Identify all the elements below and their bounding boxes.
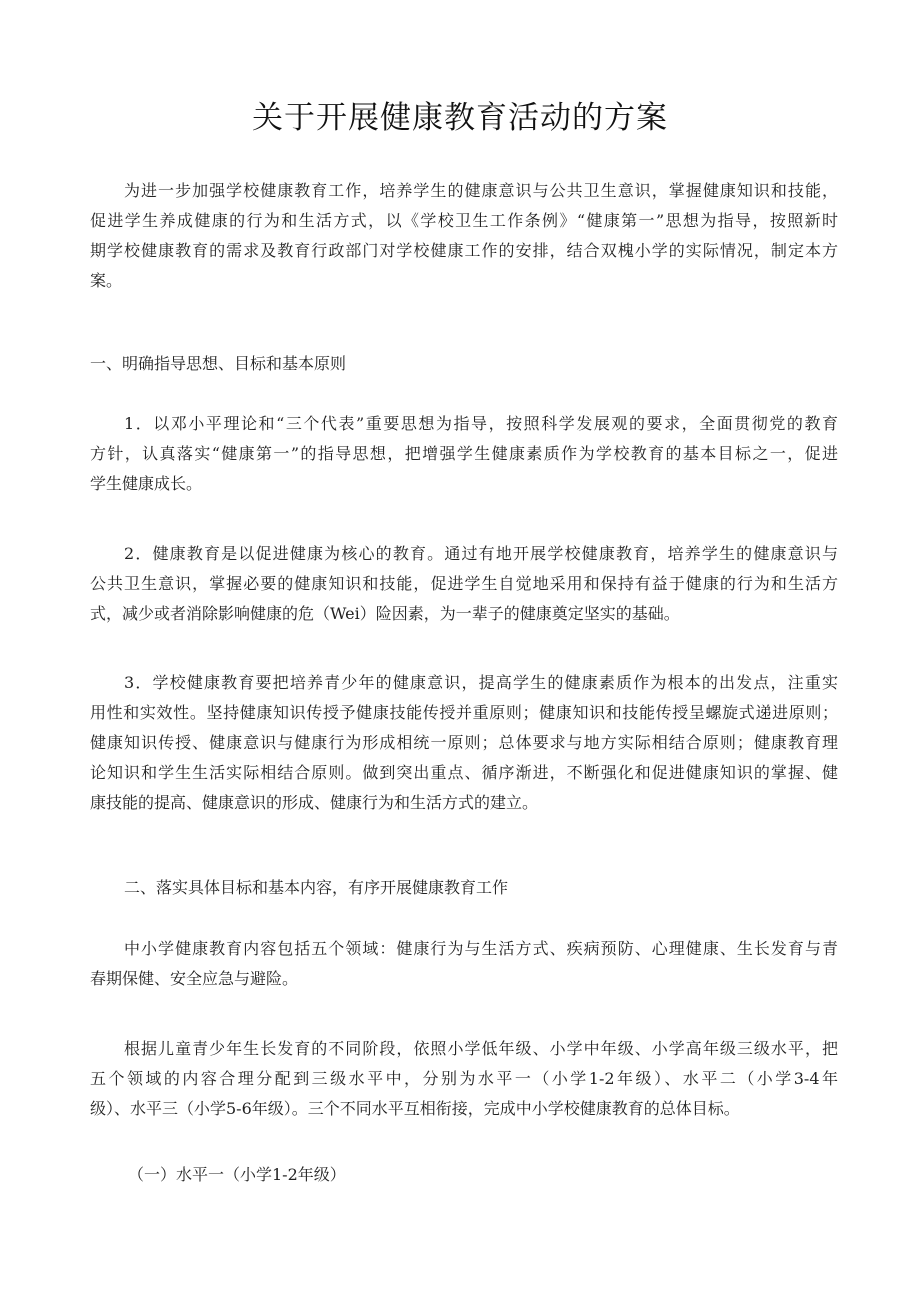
section-heading-2 (90, 873, 838, 903)
principle-item-2 (90, 539, 838, 629)
sub-heading-level-1 (90, 1160, 838, 1190)
document-title: 关于开展健康教育活动的方案 (252, 100, 668, 136)
paragraph-line: 五个领域的内容合理分配到三级水平中，分别为水平一（小学1-2年级）、水平二（小学3-4年 (90, 1069, 838, 1088)
paragraph-line: 中小学健康教育内容包括五个领域：健康行为与生活方式、疾病预防、心理健康、生长发育与青 (124, 939, 838, 958)
paragraph-line: 级）、水平三（小学5-6年级）。三个不同水平互相衔接，完成中小学校健康教育的总体目标。 (90, 1099, 740, 1118)
paragraph-line: 春期保健、安全应急与避险。 (90, 969, 299, 988)
paragraph-line: 用性和实效性。坚持健康知识传授予健康技能传授并重原则；健康知识和技能传授呈螺旋式递进原则； (90, 703, 838, 722)
paragraph-intro (90, 176, 838, 296)
paragraph-line: 方针，认真落实“健康第一”的指导思想，把增强学生健康素质作为学校教育的基本目标之一，促进 (90, 444, 838, 463)
paragraph-line: 康技能的提高、健康意识的形成、健康行为和生活方式的建立。 (90, 793, 539, 812)
paragraph-line: 为进一步加强学校健康教育工作，培养学生的健康意识与公共卫生意识，掌握健康知识和技能， (124, 181, 838, 200)
paragraph-domains (90, 934, 838, 994)
paragraph-line: 根据儿童青少年生长发育的不同阶段，依照小学低年级、小学中年级、小学高年级三级水平，把 (124, 1039, 838, 1058)
paragraph-line: 案。 (90, 271, 123, 290)
paragraph-line: 式，减少或者消除影响健康的危（Wei）险因素，为一辈子的健康奠定坚实的基础。 (90, 604, 680, 623)
paragraph-line: 论知识和学生生活实际相结合原则。做到突出重点、循序渐进，不断强化和促进健康知识的掌握、健 (90, 763, 838, 782)
paragraph-line: 期学校健康教育的需求及教育行政部门对学校健康工作的安排，结合双槐小学的实际情况，制定本方 (90, 241, 838, 260)
heading-line: 一、明确指导思想、目标和基本原则 (90, 354, 347, 373)
heading-line: （一）水平一（小学1-2年级） (128, 1165, 346, 1184)
principle-item-1 (90, 409, 838, 499)
paragraph-levels (90, 1034, 838, 1124)
section-heading-1 (90, 349, 838, 379)
paragraph-line: 健康知识传授、健康意识与健康行为形成相统一原则；总体要求与地方实际相结合原则；健康教育理 (90, 733, 838, 752)
paragraph-line: 学生健康成长。 (90, 474, 203, 493)
principle-item-3 (90, 668, 838, 818)
paragraph-line: 促进学生养成健康的行为和生活方式，以《学校卫生工作条例》“健康第一”思想为指导，按照新时 (90, 211, 838, 230)
paragraph-line: 2．健康教育是以促进健康为核心的教育。通过有地开展学校健康教育，培养学生的健康意识与 (124, 544, 838, 563)
paragraph-line: 公共卫生意识，掌握必要的健康知识和技能，促进学生自觉地采用和保持有益于健康的行为和生活方 (90, 574, 838, 593)
paragraph-line: 3．学校健康教育要把培养青少年的健康意识，提高学生的健康素质作为根本的出发点，注重实 (124, 673, 838, 692)
heading-line: 二、落实具体目标和基本内容，有序开展健康教育工作 (124, 878, 509, 897)
paragraph-line: 1．以邓小平理论和“三个代表”重要思想为指导，按照科学发展观的要求，全面贯彻党的教育 (124, 414, 838, 433)
